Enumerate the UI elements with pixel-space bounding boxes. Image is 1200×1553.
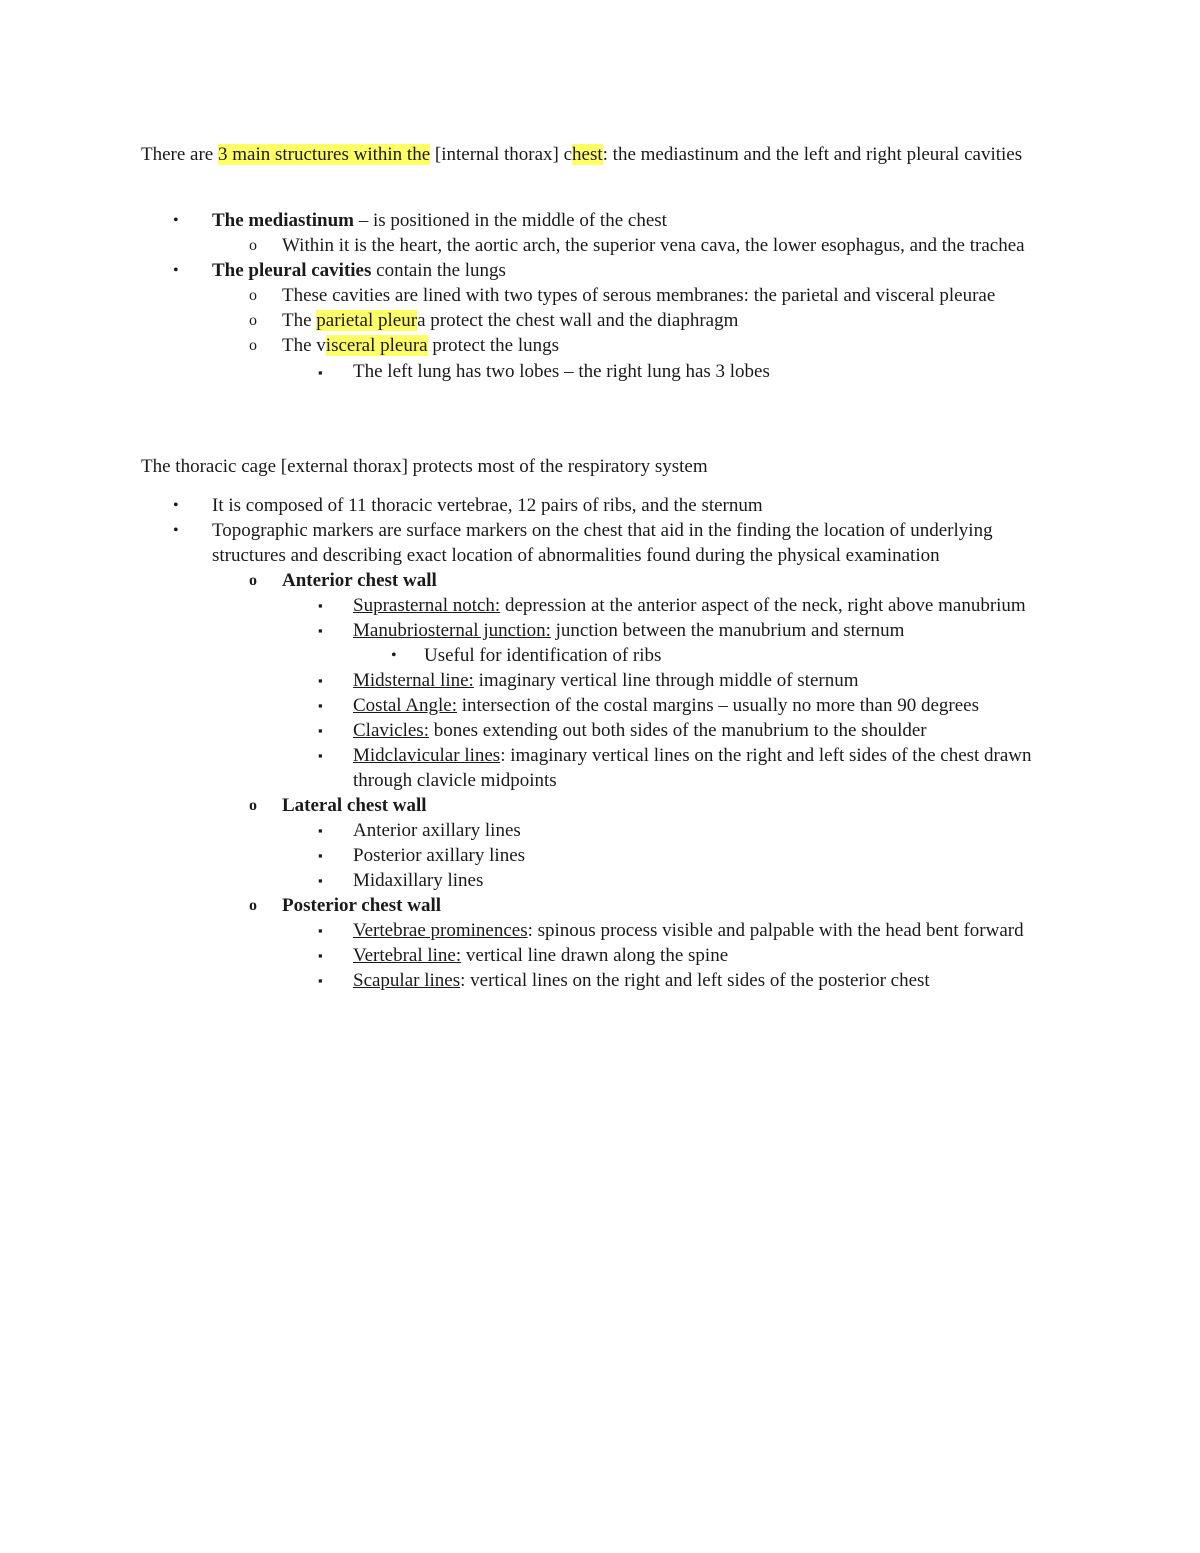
- square-marker: ▪: [318, 848, 323, 863]
- list-item-midclavicular-lines: [141, 743, 1071, 793]
- serous-membranes-text: These cavities are lined with two types of serous membranes: the parietal and visceral pleurae: [282, 285, 996, 306]
- midsternal-line-term: Midsternal line:: [353, 670, 474, 691]
- highlight-visceral-pleura: isceral pleura: [325, 335, 428, 356]
- topographic-markers-text: Topographic markers are surface markers on the chest that aid in the finding the location of underlying structures and describing exact location of abnormalities found during the physical examination: [212, 520, 993, 566]
- pleural-term: The pleural cavities: [212, 260, 372, 281]
- square-marker: ▪: [318, 698, 323, 713]
- list-item-midaxillary: [141, 868, 1071, 893]
- list-item-midsternal-line: [141, 668, 1071, 693]
- clavicles-term: Clavicles:: [353, 720, 429, 741]
- list-item-clavicles: [141, 718, 1071, 743]
- square-marker: ▪: [318, 623, 323, 638]
- list-item-topographic-markers: [141, 518, 1071, 568]
- anterior-axillary-text: Anterior axillary lines: [353, 820, 521, 841]
- bullet-marker: •: [173, 212, 179, 229]
- midaxillary-text: Midaxillary lines: [353, 870, 484, 891]
- square-marker: ▪: [318, 923, 323, 938]
- mediastinum-term: The mediastinum: [212, 210, 354, 231]
- list-item-pleural-cavities: [141, 258, 1071, 283]
- midclavicular-lines-term: Midclavicular lines: [353, 745, 501, 766]
- suprasternal-notch-desc: depression at the anterior aspect of the neck, right above manubrium: [500, 595, 1026, 616]
- costal-angle-term: Costal Angle:: [353, 695, 457, 716]
- ribs-identification-text: Useful for identification of ribs: [424, 645, 662, 666]
- highlight-main-structures: 3 main structures within the: [218, 144, 431, 165]
- lateral-chest-wall-heading: Lateral chest wall: [282, 795, 427, 816]
- list-item-serous-membranes: [141, 283, 1071, 308]
- clavicles-desc: bones extending out both sides of the manubrium to the shoulder: [428, 720, 927, 741]
- thoracic-cage-paragraph: The thoracic cage [external thorax] protects most of the respiratory system: [141, 456, 708, 477]
- costal-angle-desc: intersection of the costal margins – usually no more than 90 degrees: [456, 695, 980, 716]
- circle-marker: o: [249, 337, 257, 354]
- bullet-marker: •: [173, 262, 179, 279]
- midsternal-line-desc: imaginary vertical line through middle of sternum: [473, 670, 859, 691]
- intro-text-2: [internal thorax] c: [430, 144, 573, 165]
- vertebrae-prominences-desc: : spinous process visible and palpable with the head bent forward: [527, 920, 1024, 941]
- square-marker: ▪: [318, 748, 323, 763]
- list-item-ribs-identification: [141, 643, 1071, 668]
- structures-list: [141, 208, 1071, 386]
- posterior-axillary-text: Posterior axillary lines: [353, 845, 526, 866]
- list-item-visceral-pleura: [141, 333, 1071, 358]
- square-marker: ▪: [318, 598, 323, 613]
- lung-lobes-text: The left lung has two lobes – the right lung has 3 lobes: [353, 361, 770, 382]
- pleural-text: contain the lungs: [371, 260, 506, 281]
- mediastinum-text: – is positioned in the middle of the chest: [354, 210, 667, 231]
- bullet-marker: •: [173, 497, 179, 514]
- vertebral-line-desc: vertical line drawn along the spine: [461, 945, 729, 966]
- square-marker: ▪: [318, 973, 323, 988]
- visceral-post: protect the lungs: [427, 335, 559, 356]
- circle-marker: o: [249, 897, 257, 914]
- list-item-mediastinum: [141, 208, 1071, 233]
- circle-marker: o: [249, 237, 257, 254]
- suprasternal-notch-term: Suprasternal notch:: [353, 595, 501, 616]
- square-marker: ▪: [318, 873, 323, 888]
- highlight-chest: hest: [572, 144, 603, 165]
- bullet-marker: •: [391, 647, 397, 664]
- midclavicular-lines-desc: : imaginary vertical lines on the right and left sides of the chest drawn through clavicle midpoints: [353, 745, 1032, 791]
- bullet-marker: •: [173, 522, 179, 539]
- list-item-anterior-axillary: [141, 818, 1071, 843]
- square-marker: ▪: [318, 365, 323, 380]
- thoracic-cage-list: [141, 493, 1071, 993]
- manubriosternal-junction-desc: junction between the manubrium and sternum: [550, 620, 905, 641]
- manubriosternal-junction-term: Manubriosternal junction:: [353, 620, 551, 641]
- list-item-vertebrae-prominences: [141, 918, 1071, 943]
- intro-text-1: There are: [141, 144, 218, 165]
- list-item-suprasternal-notch: [141, 593, 1071, 618]
- square-marker: ▪: [318, 948, 323, 963]
- circle-marker: o: [249, 287, 257, 304]
- square-marker: ▪: [318, 673, 323, 688]
- composition-text: It is composed of 11 thoracic vertebrae, 12 pairs of ribs, and the sternum: [212, 495, 763, 516]
- scapular-lines-desc: : vertical lines on the right and left sides of the posterior chest: [460, 970, 930, 991]
- vertebral-line-term: Vertebral line:: [353, 945, 462, 966]
- list-item-lateral-chest-wall: [141, 793, 1071, 818]
- list-item-manubriosternal-junction: [141, 618, 1071, 643]
- list-item-costal-angle: [141, 693, 1071, 718]
- parietal-post: a protect the chest wall and the diaphragm: [417, 310, 739, 331]
- square-marker: ▪: [318, 723, 323, 738]
- list-item-composition: [141, 493, 1071, 518]
- list-item-posterior-chest-wall: [141, 893, 1071, 918]
- parietal-pre: The: [282, 310, 317, 331]
- highlight-parietal-pleura: parietal pleur: [316, 310, 418, 331]
- posterior-chest-wall-heading: Posterior chest wall: [282, 895, 441, 916]
- circle-marker: o: [249, 797, 257, 814]
- list-item-posterior-axillary: [141, 843, 1071, 868]
- circle-marker: o: [249, 312, 257, 329]
- intro-paragraph: [141, 142, 1071, 167]
- list-item-lung-lobes: [141, 358, 1071, 386]
- circle-marker: o: [249, 572, 257, 589]
- list-item-mediastinum-contents: [141, 233, 1071, 258]
- vertebrae-prominences-term: Vertebrae prominences: [353, 920, 528, 941]
- anterior-chest-wall-heading: Anterior chest wall: [282, 570, 437, 591]
- list-item-scapular-lines: [141, 968, 1071, 993]
- scapular-lines-term: Scapular lines: [353, 970, 461, 991]
- list-item-vertebral-line: [141, 943, 1071, 968]
- list-item-anterior-chest-wall: [141, 568, 1071, 593]
- square-marker: ▪: [318, 823, 323, 838]
- visceral-pre: The v: [282, 335, 326, 356]
- mediastinum-contents-text: Within it is the heart, the aortic arch, the superior vena cava, the lower esophagus, and the trachea: [282, 235, 1025, 256]
- list-item-parietal-pleura: [141, 308, 1071, 333]
- intro-text-3: : the mediastinum and the left and right pleural cavities: [602, 144, 1023, 165]
